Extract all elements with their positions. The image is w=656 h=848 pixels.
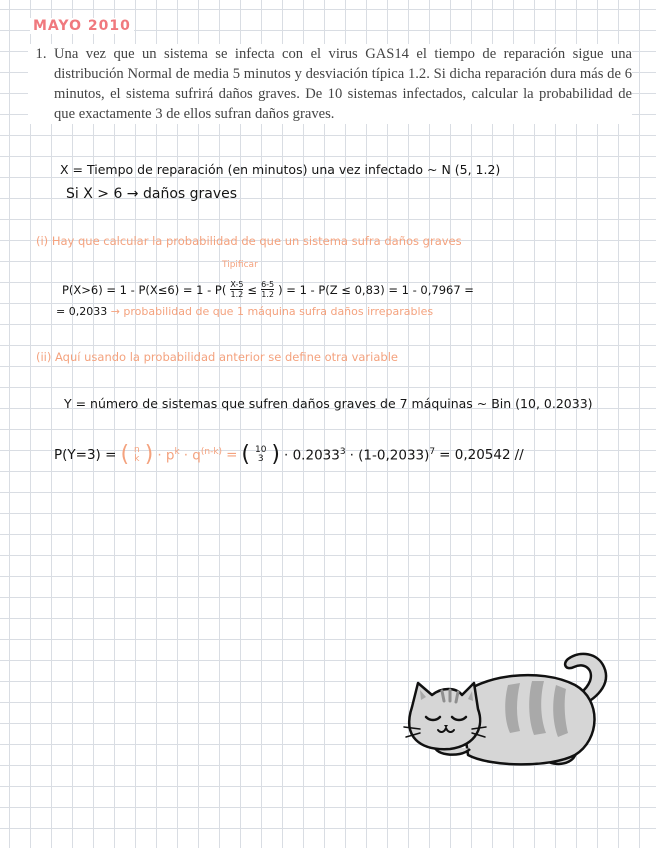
fraction-1-den: 1.2 — [230, 290, 244, 299]
fraction-1-num: X-5 — [230, 280, 244, 289]
binom2-n: 10 — [254, 445, 267, 455]
problem-number: 1. — [35, 46, 47, 62]
binom-k: k — [134, 454, 140, 464]
problem-text: Una vez que un sistema se infecta con el virus GAS14 el tiempo de reparación sigue una distribución Normal de media 5 minutos y desviación típica 1.2. Si dicha reparación dura más de 6 minutos, el sistema sufrirá daños graves. De 10 sistemas infectados, calcular la probabilidad de que exactamente 3 de ellos sufran daños graves. — [54, 46, 632, 122]
leq-sign: ≤ — [247, 282, 258, 297]
eq2-note: → probabilidad de que 1 máquina sufra daños irreparables — [110, 305, 434, 318]
equation-1 — [62, 280, 474, 299]
p-term-exp: k — [174, 446, 180, 457]
y-definition: Y = número de sistemas que sufren daños graves de 7 máquinas ~ Bin (10, 0.2033) — [64, 396, 593, 411]
x-condition: Si X > 6 → daños graves — [66, 186, 238, 202]
binom-numeric — [254, 446, 267, 464]
end-mark: // — [514, 447, 524, 463]
section-1-title: (i) Hay que calcular la probabilidad de que un sistema sufra daños graves — [36, 234, 462, 248]
q-term-exp: (n-k) — [200, 446, 223, 457]
q-calc-term — [350, 447, 436, 464]
binom-close-paren: ) — [144, 442, 154, 467]
cat-illustration — [390, 645, 620, 785]
tipificar-note: Tipificar — [222, 260, 258, 270]
fraction-2 — [261, 280, 274, 299]
p-equals: = — [226, 447, 238, 463]
p-calc-term — [284, 447, 346, 464]
date-header: MAYO 2010 — [30, 18, 134, 34]
p-term — [157, 447, 179, 464]
fraction-2-den: 1.2 — [261, 290, 274, 299]
binom2-close-paren: ) — [271, 442, 281, 467]
p-calc-base: · 0.2033 — [284, 447, 340, 464]
q-calc-exp: 7 — [429, 446, 436, 457]
x-definition: X = Tiempo de reparación (en minutos) una vez infectado ~ N (5, 1.2) — [60, 162, 501, 177]
p-term-base: · p — [157, 447, 175, 464]
q-term — [184, 447, 222, 464]
eq2-value: = 0,2033 — [56, 305, 108, 318]
binomial-equation — [54, 444, 524, 466]
fraction-2-num: 6-5 — [261, 280, 275, 289]
eq1-left: P(X>6) = 1 - P(X≤6) = 1 - P( — [62, 282, 227, 297]
fraction-1 — [230, 280, 243, 299]
q-term-base: · q — [183, 447, 201, 464]
p-result: = 0,20542 — [439, 447, 511, 463]
binom2-k: 3 — [257, 454, 264, 464]
p-lhs: P(Y=3) = — [54, 447, 117, 463]
p-calc-exp: 3 — [339, 446, 346, 457]
problem-statement — [28, 44, 632, 124]
section-2-title: (ii) Aquí usando la probabilidad anterior se define otra variable — [36, 350, 398, 364]
cat-icon — [390, 645, 620, 780]
binom-n: n — [134, 445, 140, 455]
binom-general — [133, 446, 141, 464]
binom-open-paren: ( — [120, 442, 130, 467]
binom2-open-paren: ( — [241, 442, 250, 467]
equation-2 — [56, 305, 433, 318]
eq1-right: ) = 1 - P(Z ≤ 0,83) = 1 - 0,7967 = — [278, 282, 474, 297]
q-calc-base: · (1-0,2033) — [349, 447, 430, 464]
